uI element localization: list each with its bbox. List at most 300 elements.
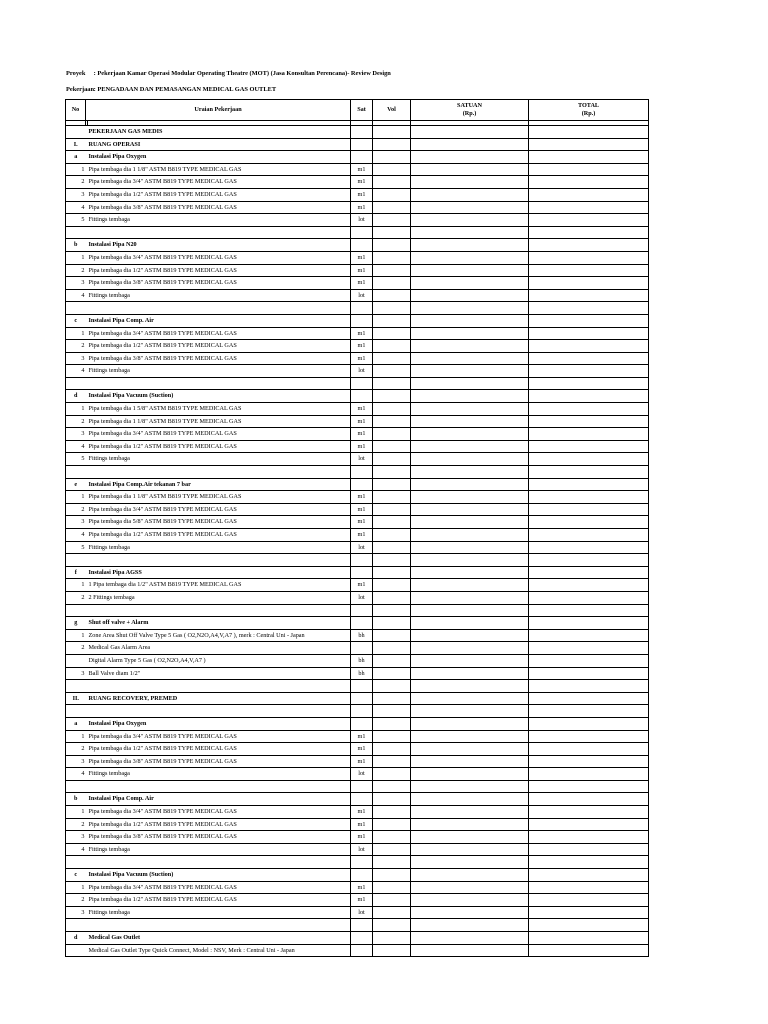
item-unit: m1 (351, 516, 373, 529)
item-unit-price (411, 591, 529, 604)
item-unit: m1 (351, 340, 373, 353)
item-volume (373, 932, 411, 945)
table-row (66, 176, 649, 189)
item-number: b (66, 793, 86, 806)
item-volume (373, 226, 411, 239)
item-unit: m1 (351, 428, 373, 441)
item-description: Pipa tembaga dia 3/4" ASTM B819 TYPE MEDICAL GAS (88, 881, 351, 894)
item-unit: lot (351, 541, 373, 554)
item-number: a (66, 717, 86, 730)
table-header-row (66, 100, 649, 121)
item-total (529, 755, 649, 768)
item-total (529, 894, 649, 907)
item-number: 1 (66, 163, 86, 176)
item-unit (351, 869, 373, 882)
item-total (529, 566, 649, 579)
item-unit: m1 (351, 403, 373, 416)
item-unit-price (411, 743, 529, 756)
item-number: 1 (66, 579, 86, 592)
item-description: Pipa tembaga dia 1/2" ASTM B819 TYPE MEDICAL GAS (88, 743, 351, 756)
item-unit (351, 642, 373, 655)
item-number: 2 (66, 503, 86, 516)
item-description (88, 604, 351, 617)
item-number: g (66, 617, 86, 630)
item-volume (373, 780, 411, 793)
item-description: Pipa tembaga dia 1 1/8" ASTM B819 TYPE MEDICAL GAS (88, 163, 351, 176)
col-satuan-header (411, 100, 529, 121)
item-unit: m1 (351, 440, 373, 453)
item-unit-price (411, 126, 529, 139)
item-description: Shut off valve + Alarm (88, 617, 351, 630)
item-total (529, 869, 649, 882)
item-unit-price (411, 667, 529, 680)
item-unit-price (411, 138, 529, 151)
item-total (529, 906, 649, 919)
item-description: Instalasi Pipa Comp. Air (88, 314, 351, 327)
item-unit: lot (351, 591, 373, 604)
item-description (88, 466, 351, 479)
table-row (66, 705, 649, 718)
item-volume (373, 365, 411, 378)
item-volume (373, 188, 411, 201)
item-total (529, 302, 649, 315)
item-total (529, 717, 649, 730)
item-unit-price (411, 881, 529, 894)
table-row (66, 768, 649, 781)
item-volume (373, 340, 411, 353)
item-total (529, 264, 649, 277)
item-unit (351, 944, 373, 957)
item-number: 2 (66, 415, 86, 428)
table-row (66, 856, 649, 869)
table-row (66, 591, 649, 604)
item-number: d (66, 390, 86, 403)
item-description: Pipa tembaga dia 3/4" ASTM B819 TYPE MEDICAL GAS (88, 251, 351, 264)
item-unit-price (411, 188, 529, 201)
item-unit-price (411, 302, 529, 315)
table-row (66, 743, 649, 756)
item-unit: m1 (351, 881, 373, 894)
item-description: Instalasi Pipa Oxygen (88, 717, 351, 730)
item-volume (373, 302, 411, 315)
item-total (529, 138, 649, 151)
table-row (66, 428, 649, 441)
item-volume (373, 314, 411, 327)
item-number: 1 (66, 629, 86, 642)
item-total (529, 919, 649, 932)
item-unit: m1 (351, 201, 373, 214)
item-number: II. (66, 692, 86, 705)
item-unit: m1 (351, 188, 373, 201)
item-total (529, 163, 649, 176)
item-number (66, 856, 86, 869)
item-number (66, 680, 86, 693)
table-row (66, 617, 649, 630)
item-unit-price (411, 428, 529, 441)
item-description: Instalasi Pipa N20 (88, 239, 351, 252)
item-total (529, 856, 649, 869)
item-description: Pipa tembaga dia 3/8" ASTM B819 TYPE MEDICAL GAS (88, 755, 351, 768)
table-row (66, 667, 649, 680)
item-unit (351, 390, 373, 403)
table-row (66, 831, 649, 844)
item-total (529, 188, 649, 201)
item-unit (351, 151, 373, 164)
item-description: Fittings tembaga (88, 453, 351, 466)
item-description: Instalasi Pipa Comp.Air tekanan 7 bar (88, 478, 351, 491)
table-row (66, 314, 649, 327)
table-row (66, 579, 649, 592)
table-row (66, 126, 649, 139)
item-unit: m1 (351, 806, 373, 819)
item-description: Medical Gas Alarm Area (88, 642, 351, 655)
item-total (529, 554, 649, 567)
item-number (66, 302, 86, 315)
table-row (66, 365, 649, 378)
item-total (529, 793, 649, 806)
item-unit-price (411, 541, 529, 554)
item-unit-price (411, 919, 529, 932)
item-unit-price (411, 365, 529, 378)
item-unit-price (411, 692, 529, 705)
item-unit-price (411, 352, 529, 365)
item-volume (373, 642, 411, 655)
item-description: Pipa tembaga dia 3/4" ASTM B819 TYPE MEDICAL GAS (88, 730, 351, 743)
item-number: b (66, 239, 86, 252)
item-number: 5 (66, 453, 86, 466)
item-unit: lot (351, 453, 373, 466)
table-row (66, 188, 649, 201)
item-total (529, 730, 649, 743)
item-total (529, 327, 649, 340)
project-line (66, 70, 391, 77)
item-unit: bh (351, 629, 373, 642)
item-unit: lot (351, 906, 373, 919)
item-number: 1 (66, 881, 86, 894)
item-volume (373, 755, 411, 768)
item-total (529, 466, 649, 479)
item-volume (373, 428, 411, 441)
item-unit (351, 126, 373, 139)
item-number: 4 (66, 843, 86, 856)
item-unit-price (411, 251, 529, 264)
item-unit: lot (351, 289, 373, 302)
item-unit-price (411, 730, 529, 743)
col-vol-header: Vol (373, 100, 411, 121)
item-total (529, 478, 649, 491)
item-number: 1 (66, 491, 86, 504)
item-total (529, 591, 649, 604)
item-total (529, 743, 649, 756)
item-volume (373, 554, 411, 567)
item-description: Instalasi Pipa Comp. Air (88, 793, 351, 806)
item-number: 5 (66, 541, 86, 554)
item-number: 5 (66, 214, 86, 227)
col-total-unit: (Rp.) (581, 110, 596, 117)
table-row (66, 440, 649, 453)
item-description: RUANG OPERASI (88, 138, 351, 151)
item-number: 2 (66, 264, 86, 277)
item-total (529, 516, 649, 529)
item-volume (373, 491, 411, 504)
item-unit-price (411, 201, 529, 214)
item-number: 3 (66, 428, 86, 441)
table-row (66, 390, 649, 403)
item-unit: m1 (351, 529, 373, 542)
item-unit-price (411, 717, 529, 730)
item-description: Medical Gas Outlet (88, 932, 351, 945)
item-total (529, 251, 649, 264)
item-number: 1 (66, 251, 86, 264)
item-volume (373, 730, 411, 743)
item-total (529, 654, 649, 667)
item-number: 3 (66, 906, 86, 919)
item-unit (351, 604, 373, 617)
item-number: d (66, 932, 86, 945)
item-number: I. (66, 138, 86, 151)
item-total (529, 692, 649, 705)
table-row (66, 138, 649, 151)
item-number: 4 (66, 440, 86, 453)
item-volume (373, 277, 411, 290)
item-total (529, 780, 649, 793)
item-volume (373, 629, 411, 642)
item-number: 4 (66, 768, 86, 781)
table-row (66, 151, 649, 164)
item-description: Pipa tembaga dia 3/4" ASTM B819 TYPE MEDICAL GAS (88, 806, 351, 819)
item-description: RUANG RECOVERY, PREMED (88, 692, 351, 705)
item-volume (373, 806, 411, 819)
item-unit: m1 (351, 163, 373, 176)
item-unit (351, 314, 373, 327)
table-row (66, 881, 649, 894)
item-volume (373, 138, 411, 151)
table-row (66, 340, 649, 353)
item-unit: m1 (351, 755, 373, 768)
item-description: Pipa tembaga dia 3/4" ASTM B819 TYPE MEDICAL GAS (88, 503, 351, 516)
item-number: 2 (66, 894, 86, 907)
col-total-header (529, 100, 649, 121)
item-total (529, 932, 649, 945)
item-unit (351, 780, 373, 793)
item-unit-price (411, 843, 529, 856)
item-number: 1 (66, 730, 86, 743)
item-unit-price (411, 340, 529, 353)
item-total (529, 277, 649, 290)
item-volume (373, 667, 411, 680)
item-volume (373, 327, 411, 340)
item-description: Pipa tembaga dia 3/8" ASTM B819 TYPE MEDICAL GAS (88, 831, 351, 844)
col-uraian-header: Uraian Pekerjaan (86, 100, 351, 121)
table-row (66, 818, 649, 831)
item-total (529, 239, 649, 252)
item-total (529, 629, 649, 642)
item-unit-price (411, 491, 529, 504)
item-volume (373, 478, 411, 491)
item-unit-price (411, 680, 529, 693)
item-volume (373, 453, 411, 466)
item-description: Pipa tembaga dia 1 1/8" ASTM B819 TYPE MEDICAL GAS (88, 415, 351, 428)
item-unit-price (411, 617, 529, 630)
item-unit-price (411, 906, 529, 919)
item-description: Digital Alarm Type 5 Gas ( O2,N2O,A4,V,A7 ) (88, 654, 351, 667)
item-description: Pipa tembaga dia 3/8" ASTM B819 TYPE MEDICAL GAS (88, 201, 351, 214)
table-row (66, 944, 649, 957)
item-volume (373, 617, 411, 630)
item-unit (351, 932, 373, 945)
item-total (529, 226, 649, 239)
item-volume (373, 680, 411, 693)
item-volume (373, 919, 411, 932)
item-unit-price (411, 390, 529, 403)
table-row (66, 289, 649, 302)
item-description: Pipa tembaga dia 3/4" ASTM B819 TYPE MEDICAL GAS (88, 428, 351, 441)
item-description (88, 705, 351, 718)
item-total (529, 453, 649, 466)
table-row (66, 869, 649, 882)
table-row (66, 264, 649, 277)
item-volume (373, 906, 411, 919)
table-row (66, 894, 649, 907)
col-total-title: TOTAL (577, 102, 600, 109)
table-row (66, 251, 649, 264)
item-unit (351, 856, 373, 869)
item-volume (373, 604, 411, 617)
item-unit-price (411, 932, 529, 945)
item-description (88, 856, 351, 869)
item-description (88, 226, 351, 239)
table-row (66, 680, 649, 693)
item-unit-price (411, 453, 529, 466)
item-number: 2 (66, 642, 86, 655)
item-number (66, 654, 86, 667)
item-number: c (66, 869, 86, 882)
item-unit-price (411, 768, 529, 781)
item-unit (351, 692, 373, 705)
item-description: Instalasi Pipa Vacuum (Suction) (88, 869, 351, 882)
item-number: 3 (66, 755, 86, 768)
item-unit-price (411, 314, 529, 327)
table-row (66, 692, 649, 705)
item-total (529, 617, 649, 630)
item-unit-price (411, 163, 529, 176)
item-total (529, 390, 649, 403)
item-total (529, 831, 649, 844)
item-volume (373, 403, 411, 416)
item-total (529, 176, 649, 189)
item-unit (351, 138, 373, 151)
table-row (66, 453, 649, 466)
item-total (529, 403, 649, 416)
item-total (529, 541, 649, 554)
item-unit: m1 (351, 327, 373, 340)
item-unit-price (411, 503, 529, 516)
table-row (66, 642, 649, 655)
item-volume (373, 856, 411, 869)
item-total (529, 806, 649, 819)
item-number: e (66, 478, 86, 491)
bill-of-quantities-table (65, 99, 649, 957)
item-number: 3 (66, 188, 86, 201)
item-unit: m1 (351, 730, 373, 743)
item-description: Fittings tembaga (88, 365, 351, 378)
table-row (66, 491, 649, 504)
item-description (88, 377, 351, 390)
table-row (66, 377, 649, 390)
table-row (66, 780, 649, 793)
table-row (66, 226, 649, 239)
item-volume (373, 894, 411, 907)
item-description: Pipa tembaga dia 3/4" ASTM B819 TYPE MEDICAL GAS (88, 327, 351, 340)
item-number (66, 226, 86, 239)
table-body (66, 121, 649, 957)
item-description: Fittings tembaga (88, 906, 351, 919)
item-description: Instalasi Pipa Vacuum (Suction) (88, 390, 351, 403)
col-no-header: No (66, 100, 86, 121)
item-number: 4 (66, 365, 86, 378)
item-unit (351, 919, 373, 932)
item-number: 2 (66, 818, 86, 831)
item-description: Pipa tembaga dia 1 5/8" ASTM B819 TYPE MEDICAL GAS (88, 403, 351, 416)
item-number (66, 126, 86, 139)
item-total (529, 201, 649, 214)
item-unit (351, 478, 373, 491)
item-unit-price (411, 377, 529, 390)
item-description: Pipa tembaga dia 1/2" ASTM B819 TYPE MEDICAL GAS (88, 188, 351, 201)
item-number (66, 919, 86, 932)
item-volume (373, 440, 411, 453)
item-unit-price (411, 264, 529, 277)
item-volume (373, 516, 411, 529)
item-description: Fittings tembaga (88, 289, 351, 302)
item-volume (373, 768, 411, 781)
item-total (529, 768, 649, 781)
item-number: 4 (66, 529, 86, 542)
item-total (529, 314, 649, 327)
item-total (529, 151, 649, 164)
table-row (66, 415, 649, 428)
item-unit (351, 226, 373, 239)
col-sat-header: Sat (351, 100, 373, 121)
item-unit: m1 (351, 352, 373, 365)
item-unit-price (411, 705, 529, 718)
item-volume (373, 503, 411, 516)
item-unit-price (411, 529, 529, 542)
item-total (529, 289, 649, 302)
table-row (66, 541, 649, 554)
item-description: Zone Area Shut Off Valve Type 5 Gas ( O2,N2O,A4,V,A7 ), merk : Central Uni - Japan (88, 629, 351, 642)
item-description: Ball Valve diam 1/2" (88, 667, 351, 680)
table-row (66, 554, 649, 567)
item-description: Pipa tembaga dia 1/2" ASTM B819 TYPE MEDICAL GAS (88, 818, 351, 831)
item-unit-price (411, 566, 529, 579)
item-volume (373, 352, 411, 365)
item-unit-price (411, 403, 529, 416)
item-description: Fittings tembaga (88, 214, 351, 227)
table-row (66, 604, 649, 617)
item-total (529, 340, 649, 353)
item-description: Pipa tembaga dia 3/4" ASTM B819 TYPE MEDICAL GAS (88, 176, 351, 189)
item-unit: lot (351, 768, 373, 781)
item-total (529, 705, 649, 718)
item-unit-price (411, 629, 529, 642)
item-unit (351, 717, 373, 730)
item-description: 2 Fittings tembaga (88, 591, 351, 604)
item-volume (373, 541, 411, 554)
item-unit-price (411, 856, 529, 869)
item-description (88, 554, 351, 567)
item-unit (351, 239, 373, 252)
